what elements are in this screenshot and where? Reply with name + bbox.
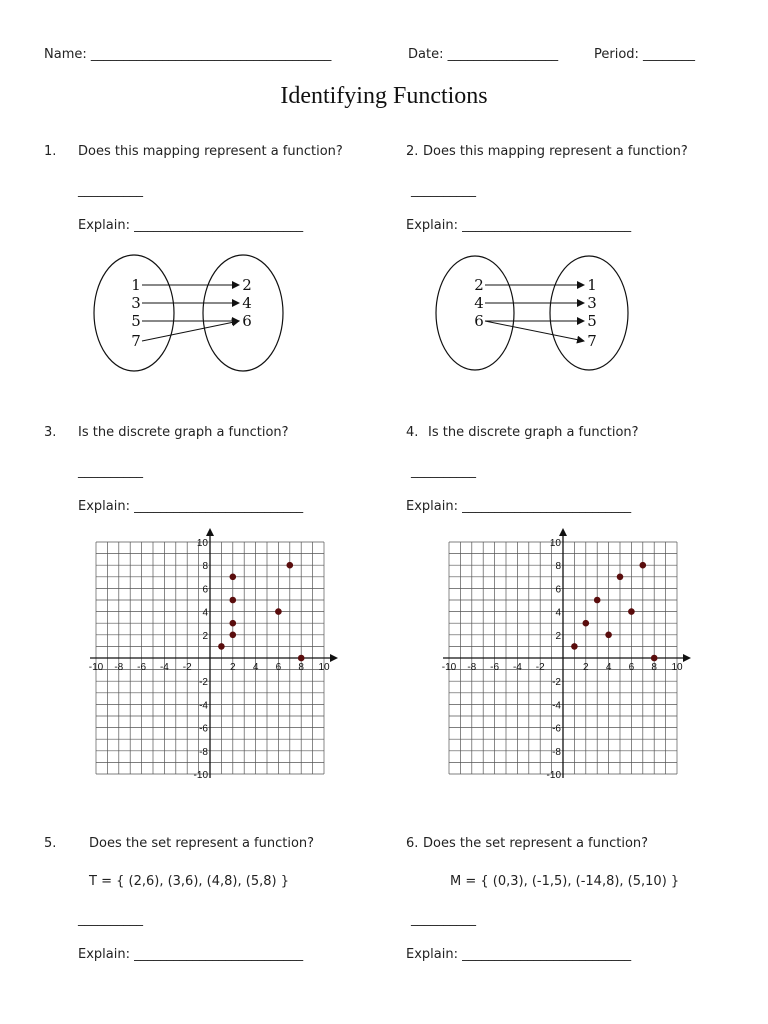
x-tick-label: -8: [114, 662, 124, 673]
data-point: [230, 620, 237, 627]
y-tick-label: 6: [202, 584, 208, 596]
answer-blank: __________: [78, 464, 143, 479]
data-point: [640, 562, 647, 569]
answer-blank: __________: [411, 183, 476, 198]
x-tick-label: 8: [298, 662, 304, 673]
question-number: 3.: [44, 425, 57, 440]
x-tick-label: 10: [318, 662, 330, 673]
x-tick-label: 4: [252, 662, 259, 673]
question-text: Does the set represent a function?: [89, 836, 315, 851]
range-value: 1: [587, 276, 597, 294]
explain-line: Explain: __________________________: [406, 947, 632, 962]
name-field-label: Name: _____________________________________: [44, 47, 332, 62]
explain-line: Explain: __________________________: [78, 947, 304, 962]
answer-blank: __________: [78, 912, 143, 927]
period-field-label: Period: ________: [594, 47, 696, 62]
data-point: [218, 643, 225, 650]
y-tick-label: -10: [193, 770, 208, 781]
data-point: [617, 574, 624, 581]
y-tick-label: 6: [555, 584, 561, 596]
x-tick-label: -8: [467, 662, 477, 673]
data-point: [230, 574, 237, 581]
question-text: Is the discrete graph a function?: [428, 425, 639, 440]
coordinate-graph-1: [80, 522, 340, 784]
mapping-diagram-2: [434, 250, 634, 380]
y-tick-label: 2: [555, 630, 561, 642]
y-tick-label: 10: [549, 538, 561, 549]
y-tick-label: 8: [555, 561, 561, 573]
question-text: Does the set represent a function?: [423, 836, 649, 851]
x-tick-label: -2: [182, 662, 192, 673]
y-tick-label: 10: [196, 538, 208, 549]
x-tick-label: -4: [512, 662, 522, 673]
y-tick-label: -8: [552, 746, 561, 758]
question-text: Does this mapping represent a function?: [78, 144, 343, 159]
mapping-arrow: [485, 321, 584, 341]
data-point: [605, 632, 612, 639]
coordinate-graph-2: [433, 522, 693, 784]
data-point: [230, 597, 237, 604]
x-tick-label: 2: [230, 662, 236, 673]
x-tick-label: 10: [671, 662, 683, 673]
y-axis-arrow: [559, 528, 567, 536]
question-text: Is the discrete graph a function?: [78, 425, 289, 440]
mapping-diagram-1: [90, 250, 290, 380]
data-point: [583, 620, 590, 627]
y-tick-label: -8: [199, 746, 208, 758]
y-tick-label: -6: [552, 723, 561, 735]
question-number: 4.: [406, 425, 419, 440]
data-point: [651, 655, 658, 662]
range-value: 4: [242, 294, 252, 312]
domain-value: 4: [474, 294, 484, 312]
y-tick-label: -2: [199, 677, 208, 689]
y-axis-arrow: [206, 528, 214, 536]
answer-blank: __________: [411, 464, 476, 479]
y-tick-label: -2: [552, 677, 561, 689]
x-axis-arrow: [330, 654, 338, 662]
y-tick-label: 2: [202, 630, 208, 642]
y-tick-label: -6: [199, 723, 208, 735]
domain-value: 3: [131, 294, 141, 312]
data-point: [298, 655, 305, 662]
question-number: 5.: [44, 836, 57, 851]
x-tick-label: -4: [159, 662, 169, 673]
x-tick-label: -10: [88, 662, 104, 673]
range-value: 3: [587, 294, 597, 312]
explain-line: Explain: __________________________: [406, 218, 632, 233]
data-point: [275, 608, 282, 615]
data-point: [287, 562, 294, 569]
x-tick-label: 8: [651, 662, 657, 673]
x-tick-label: -6: [490, 662, 500, 673]
range-value: 7: [587, 332, 597, 350]
question-text: Does this mapping represent a function?: [423, 144, 688, 159]
date-field-label: Date: _________________: [408, 47, 559, 62]
explain-line: Explain: __________________________: [78, 218, 304, 233]
data-point: [628, 608, 635, 615]
x-tick-label: 6: [628, 662, 635, 673]
explain-line: Explain: __________________________: [406, 499, 632, 514]
y-tick-label: 4: [202, 607, 208, 619]
x-tick-label: -2: [535, 662, 545, 673]
domain-value: 7: [131, 332, 141, 350]
y-tick-label: -4: [552, 700, 561, 712]
question-number: 1.: [44, 144, 57, 159]
y-tick-label: -4: [199, 700, 208, 712]
set-expression: M = { (0,3), (-1,5), (-14,8), (5,10) }: [450, 874, 680, 889]
mapping-arrow: [142, 321, 239, 341]
range-value: 6: [242, 312, 252, 330]
x-tick-label: 4: [605, 662, 612, 673]
x-tick-label: -10: [441, 662, 457, 673]
answer-blank: __________: [78, 183, 143, 198]
y-tick-label: 4: [555, 607, 561, 619]
x-tick-label: 6: [275, 662, 282, 673]
domain-value: 1: [131, 276, 141, 294]
answer-blank: __________: [411, 912, 476, 927]
range-value: 5: [587, 312, 597, 330]
y-tick-label: -10: [546, 770, 561, 781]
data-point: [594, 597, 601, 604]
domain-value: 6: [474, 312, 484, 330]
x-tick-label: -6: [137, 662, 147, 673]
question-number: 6.: [406, 836, 419, 851]
set-expression: T = { (2,6), (3,6), (4,8), (5,8) }: [89, 874, 289, 889]
x-tick-label: 2: [583, 662, 589, 673]
domain-value: 2: [474, 276, 484, 294]
x-axis-arrow: [683, 654, 691, 662]
range-value: 2: [242, 276, 252, 294]
data-point: [571, 643, 578, 650]
page-title: Identifying Functions: [280, 83, 488, 109]
domain-value: 5: [131, 312, 141, 330]
data-point: [230, 632, 237, 639]
question-number: 2.: [406, 144, 419, 159]
explain-line: Explain: __________________________: [78, 499, 304, 514]
y-tick-label: 8: [202, 561, 208, 573]
